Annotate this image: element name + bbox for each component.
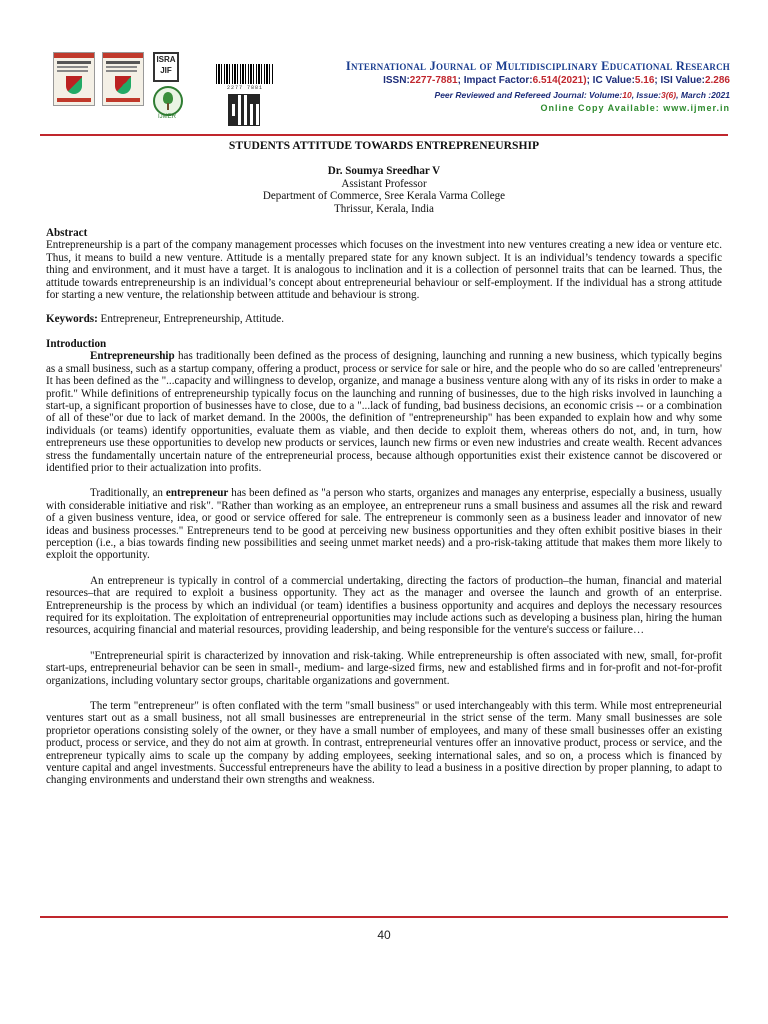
page-number: 40: [377, 928, 391, 942]
term-entrepreneurship: Entrepreneurship: [90, 350, 175, 363]
qr-code-icon: [228, 94, 260, 126]
keywords-text: Entrepreneur, Entrepreneurship, Attitude.: [97, 313, 285, 326]
keywords-label: Keywords:: [46, 313, 98, 326]
journal-cover-thumbnail: [102, 52, 144, 106]
barcode-icon: [216, 64, 274, 84]
abstract-text: Entrepreneurship is a part of the company management processes which focuses on the investment into new ventures creating a new idea or venture etc. Thus, it means to build a new venture. Attitude is a mentally prepared state for any known subject. It is an individual’s tendency towards a specific thing and environment, and it must have a target. It is analogous to inclination and it is a collection of personnel traits that can be learned. Thus, the attitude towards entrepreneurship is an individual’s concept about entrepreneurial behaviour or self-employment. If the individual has a strong attitude for starting a new venture, the relationship between attitude and behaviour is strong.: [46, 239, 722, 302]
journal-cover-thumbnail: [53, 52, 95, 106]
paragraph: "Entrepreneurial spirit is characterized by innovation and risk-taking. While entrepreneurship is often associated with new, small, for-profit start-ups, entrepreneurial behavior can be seen in small-, medium- and large-sized firms, new and established firms and in for-profit and not-for-profit organizations, including voluntary sector groups, charitable organizations and government.: [46, 649, 722, 687]
author-location: Thrissur, Kerala, India: [334, 202, 434, 215]
author-department: Department of Commerce, Sree Kerala Varma College: [262, 190, 506, 203]
isra-logo: ISRA JIF: [153, 52, 179, 82]
online-copy-link[interactable]: Online Copy Available: www.ijmer.in: [540, 103, 730, 113]
seal-label: IJMER: [158, 114, 176, 120]
header-divider: [40, 134, 728, 136]
footer-divider: [40, 916, 728, 918]
paragraph: Entrepreneurship has traditionally been defined as the process of designing, launching and running a new business, which typically begins as a small business, such as a startup company, offering a product, process or service for sale or hire, and the people who do so are called 'entrepreneurs' It has been defined as the "...capacity and willingness to develop, organize, and manage a business venture along with any of its risks in order to make a profit." While definitions of entrepreneurship typically focus on the launching and running of businesses, due to the high risks involved in launching a start-up, a significant proportion of businesses have to close, due to a "...lack of funding, bad business decisions, an economic crisis -- or a combination of all of these"or due to lack of market demand. In the 2000s, the definition of "entrepreneurship" has been expanded to explain how and why some individuals (or teams) identify opportunities, evaluate them as viable, and then decide to exploit them, whereas others do not, and, in turn, how entrepreneurs use these opportunities to develop new products or services, launch new firms or even new industries and create wealth. Recent advances stress the fundamentally uncertain nature of the entrepreneurial process, because although opportunities exist their existence cannot be discovered or identified prior to their actualization into profits.: [46, 350, 722, 474]
author-position: Assistant Professor: [341, 177, 427, 190]
article-body: [46, 140, 722, 787]
introduction-heading: Introduction: [46, 337, 107, 350]
journal-title: International Journal of Multidisciplinary Educational Research: [345, 59, 730, 73]
term-entrepreneur: entrepreneur: [165, 487, 229, 500]
paragraph: An entrepreneur is typically in control of a commercial undertaking, directing the factors of production–the human, financial and material resources–that are required to exploit a business opportunity. They act as the manager and oversee the launch and growth of an enterprise. Entrepreneurship is the process by which an individual (or team) identifies a business opportunity and acquires and deploys the necessary resources required for its exploitation. The exploitation of entrepreneurial opportunities may include actions such as developing a business plan, hiring the human resources, acquiring financial and material resources, providing leadership, and being responsible for the venture's success or failure…: [46, 574, 722, 637]
tree-seal-icon: [153, 86, 183, 116]
abstract-heading: Abstract: [46, 227, 88, 240]
article-title: STUDENTS ATTITUDE TOWARDS ENTREPRENEURSHIP: [228, 139, 540, 152]
peer-reviewed-line: Peer Reviewed and Refereed Journal: Volume:10, Issue:3(6), March :2021: [434, 90, 730, 100]
keywords-line: [46, 313, 722, 325]
journal-header: [40, 52, 728, 137]
author-name: Dr. Soumya Sreedhar V: [327, 165, 441, 178]
barcode-number: 2277 7881: [226, 85, 263, 91]
issn-line: ISSN:2277-7881; Impact Factor:6.514(2021); IC Value:5.16; ISI Value:2.286: [383, 75, 730, 86]
paragraph: The term "entrepreneur" is often conflated with the term "small business" or used interchangeably with this term. While most entrepreneurial ventures start out as a small business, not all small businesses are entrepreneurial in the strict sense of the term. Many small businesses are sole proprietor operations consisting solely of the owner, or they have a small number of employees, and many of these small businesses offer an existing product, process or service, and they do not aim at growth. In contrast, entrepreneurial ventures offer an innovative product, process or service, and the entrepreneur typically aims to scale up the company by adding employees, seeking international sales, and so on, a process which is financed by venture capital and angel investments. Successful entrepreneurs have the ability to lead a business in a positive direction by proper planning, to adapt to changing environments and understand their own strengths and weakness.: [46, 700, 722, 787]
paragraph: Traditionally, an entrepreneur has been defined as "a person who starts, organizes and manages any enterprise, especially a business, usually with considerable initiative and risk". "Rather than working as an employee, an entrepreneur runs a small business and assumes all the risk and reward of a given business venture, idea, or good or service offered for sale. The entrepreneur is commonly seen as a business leader and innovator of new ideas and business processes." Entrepreneurs tend to be good at perceiving new business opportunities and they often exhibit positive biases in their perception (i.e., a bias towards finding new possibilities and seeing unmet market needs) and a pro-risk-taking attitude that makes them more likely to exploit the opportunity.: [46, 487, 722, 562]
